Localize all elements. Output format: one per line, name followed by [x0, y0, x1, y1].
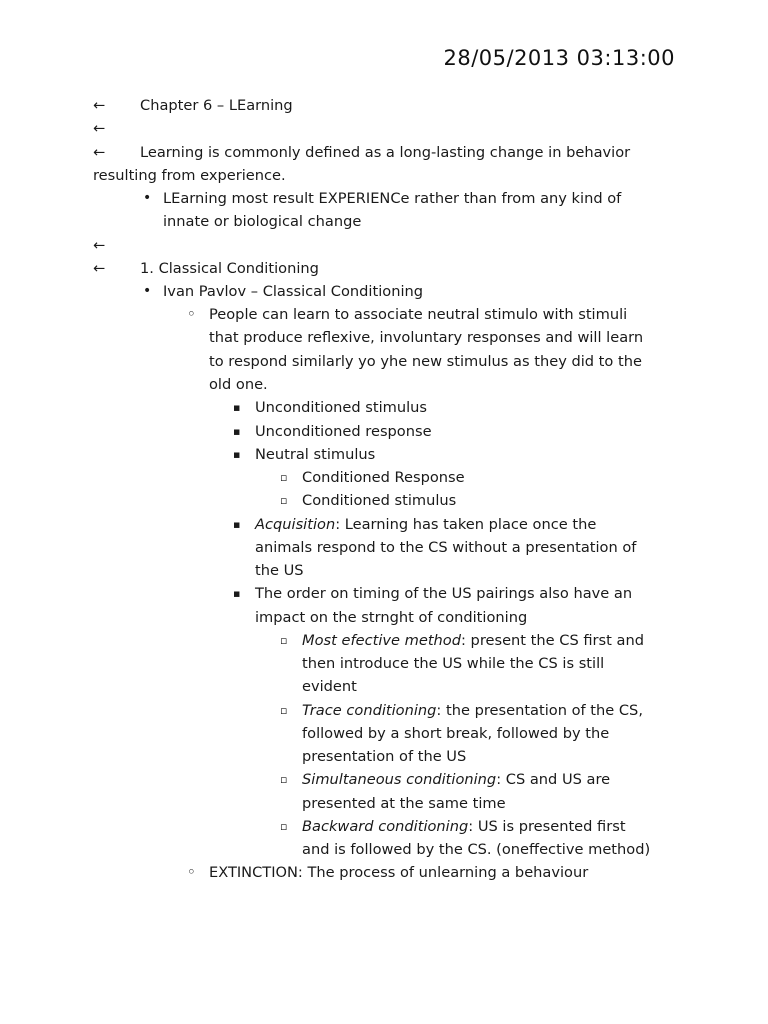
list-item: presented at the same time: [302, 795, 506, 812]
circle-bullet-icon: [187, 303, 196, 327]
list-item: evident: [302, 678, 357, 695]
list-item: innate or biological change: [163, 213, 362, 230]
list-item: then introduce the US while the CS is still: [302, 655, 605, 672]
term-definition: : US is presented first: [468, 818, 626, 835]
list-item: and is followed by the CS. (oneffective method): [302, 841, 651, 858]
list-item: to respond similarly yo yhe new stimulus as they did to the: [209, 353, 642, 370]
arrow-icon: ←: [93, 237, 106, 254]
square-bullet-icon: [233, 443, 240, 466]
small-square-bullet-icon: [280, 489, 287, 512]
small-square-bullet-icon: [280, 815, 287, 838]
list-item: followed by a short break, followed by the: [302, 725, 610, 742]
list-item: Conditioned stimulus: [302, 492, 457, 509]
chapter-title: Chapter 6 – LEarning: [140, 97, 293, 114]
term-trace: Trace conditioning: [302, 702, 437, 719]
term-definition: : present the CS first and: [461, 632, 644, 649]
square-bullet-icon: [233, 396, 240, 419]
list-item: that produce reflexive, involuntary responses and will learn: [209, 329, 644, 346]
arrow-icon: ←: [93, 120, 106, 137]
list-item: [302, 699, 643, 722]
definition-line: resulting from experience.: [93, 167, 286, 184]
circle-bullet-icon: [187, 861, 196, 885]
small-square-bullet-icon: [280, 768, 287, 791]
list-item: the US: [255, 562, 304, 579]
list-item: impact on the strnght of conditioning: [255, 609, 528, 626]
list-item: [302, 815, 626, 838]
list-item: Unconditioned response: [255, 423, 432, 440]
list-item: Unconditioned stimulus: [255, 399, 428, 416]
list-item: Conditioned Response: [302, 469, 465, 486]
arrow-icon: ←: [93, 260, 106, 277]
list-item: [302, 629, 644, 652]
definition-line: Learning is commonly defined as a long-lasting change in behavior: [140, 144, 631, 161]
disc-bullet-icon: [143, 280, 151, 303]
section-heading: 1. Classical Conditioning: [140, 260, 319, 277]
timestamp-header: 28/05/2013 03:13:00: [443, 46, 675, 70]
term-simultaneous: Simultaneous conditioning: [302, 771, 497, 788]
list-item: People can learn to associate neutral stimulo with stimuli: [209, 306, 628, 323]
disc-bullet-icon: [143, 187, 151, 210]
list-item: LEarning most result EXPERIENCe rather than from any kind of: [163, 190, 622, 207]
list-item: [302, 768, 610, 791]
list-item: [255, 513, 596, 536]
list-item: Ivan Pavlov – Classical Conditioning: [163, 283, 424, 300]
term-definition: : CS and US are: [496, 771, 611, 788]
list-item: The order on timing of the US pairings also have an: [255, 585, 633, 602]
square-bullet-icon: [233, 513, 240, 536]
term-definition: : the presentation of the CS,: [436, 702, 643, 719]
term-most-effective: Most efective method: [302, 632, 461, 649]
term-definition: : Learning has taken place once the: [335, 516, 597, 533]
list-item: Neutral stimulus: [255, 446, 376, 463]
small-square-bullet-icon: [280, 629, 287, 652]
arrow-icon: ←: [93, 144, 106, 161]
square-bullet-icon: [233, 420, 240, 443]
term-acquisition: Acquisition: [255, 516, 336, 533]
small-square-bullet-icon: [280, 699, 287, 722]
list-item: presentation of the US: [302, 748, 467, 765]
small-square-bullet-icon: [280, 466, 287, 489]
arrow-icon: ←: [93, 97, 106, 114]
list-item: old one.: [209, 376, 268, 393]
list-item: animals respond to the CS without a presentation of: [255, 539, 637, 556]
square-bullet-icon: [233, 582, 240, 605]
term-backward: Backward conditioning: [302, 818, 469, 835]
list-item: EXTINCTION: The process of unlearning a behaviour: [209, 864, 589, 881]
